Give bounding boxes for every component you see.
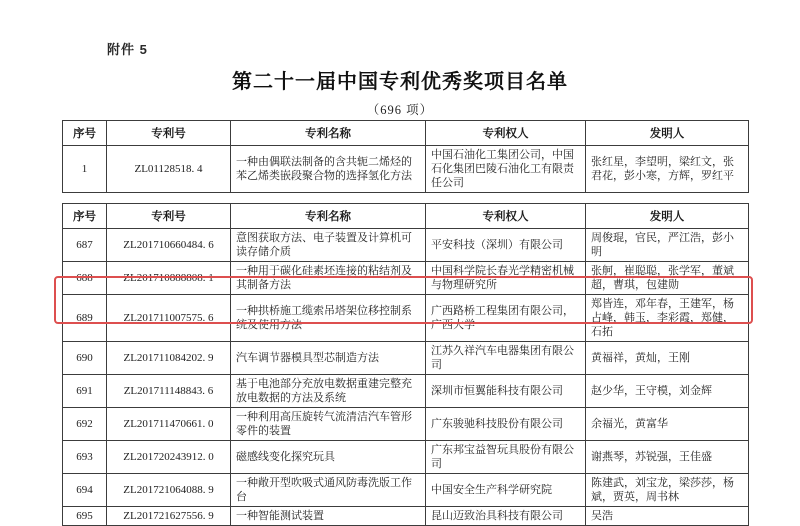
- patent-name-cell: 一种智能测试装置: [231, 507, 426, 526]
- patent-number-cell: ZL201721627556. 9: [107, 507, 231, 526]
- inventors-cell: 赵少华，王守模，刘金辉: [586, 375, 749, 408]
- header-patent-name: 专利名称: [231, 204, 426, 229]
- inventors-cell: 谢燕琴，苏锐强，王佳盛: [586, 441, 749, 474]
- patentee-cell: 广西路桥工程集团有限公司，广西大学: [426, 295, 586, 342]
- patentee-cell: 深圳市恒翼能科技有限公司: [426, 375, 586, 408]
- header-patent-name: 专利名称: [231, 121, 426, 146]
- header-patentee: 专利权人: [426, 121, 586, 146]
- serial-cell: 691: [63, 375, 107, 408]
- serial-cell: 689: [63, 295, 107, 342]
- inventors-cell: 郑皆连，邓年春，王建军，杨占峰，韩玉，李彩霞，郑健，石拓: [586, 295, 749, 342]
- patentee-cell: 昆山迈致治具科技有限公司: [426, 507, 586, 526]
- attachment-label: 附件 5: [107, 42, 148, 57]
- patent-name-cell: 汽车调节器模具型芯制造方法: [231, 342, 426, 375]
- table-row: [63, 146, 749, 193]
- serial-cell: 692: [63, 408, 107, 441]
- table-header-row: [63, 121, 749, 146]
- serial-cell: 693: [63, 441, 107, 474]
- table-row: [63, 262, 749, 295]
- patent-name-cell: 一种利用高压旋转气流清洁汽车管形零件的装置: [231, 408, 426, 441]
- serial-cell: 687: [63, 229, 107, 262]
- header-inventors: 发明人: [586, 204, 749, 229]
- header-patent-number: 专利号: [107, 204, 231, 229]
- header-patentee: 专利权人: [426, 204, 586, 229]
- patent-number-cell: ZL01128518. 4: [107, 146, 231, 193]
- table-row-highlighted: [63, 295, 749, 342]
- inventors-cell: 陈建武，刘宝龙，梁莎莎，杨斌，贾英，周书林: [586, 474, 749, 507]
- table-row: [63, 441, 749, 474]
- patent-name-cell: 一种拱桥施工缆索吊塔架位移控制系统及使用方法: [231, 295, 426, 342]
- patent-number-cell: ZL201720243912. 0: [107, 441, 231, 474]
- patent-number-cell: ZL201711470661. 0: [107, 408, 231, 441]
- table-header-row: [63, 204, 749, 229]
- patentee-cell: 平安科技（深圳）有限公司: [426, 229, 586, 262]
- patent-number-cell: ZL201711148843. 6: [107, 375, 231, 408]
- inventors-cell: 余福光，黄富华: [586, 408, 749, 441]
- serial-cell: 695: [63, 507, 107, 526]
- page-title: 第二十一届中国专利优秀奖项目名单: [232, 71, 568, 93]
- patent-table-first-page: [62, 120, 749, 193]
- header-patent-number: 专利号: [107, 121, 231, 146]
- patent-name-cell: 一种用于碳化硅素坯连接的粘结剂及其制备方法: [231, 262, 426, 295]
- table-row: [63, 342, 749, 375]
- header-inventors: 发明人: [586, 121, 749, 146]
- serial-cell: 690: [63, 342, 107, 375]
- inventors-cell: 吴浩: [586, 507, 749, 526]
- project-count: （696 项）: [366, 103, 434, 117]
- patentee-cell: 广东邦宝益智玩具股份有限公司: [426, 441, 586, 474]
- patent-name-cell: 磁感线变化探究玩具: [231, 441, 426, 474]
- patent-number-cell: ZL201710888808. 1: [107, 262, 231, 295]
- patentee-cell: 中国石油化工集团公司，中国石化集团巴陵石油化工有限责任公司: [426, 146, 586, 193]
- inventors-cell: 黄福祥，黄灿，王刚: [586, 342, 749, 375]
- patent-name-cell: 一种由偶联法制备的含共轭二烯烃的苯乙烯类嵌段聚合物的选择氢化方法: [231, 146, 426, 193]
- table-row: [63, 375, 749, 408]
- inventors-cell: 周俊琨，官民，严江浩，彭小明: [586, 229, 749, 262]
- inventors-cell: 张舸，崔聪聪，张学军，董斌超，曹琪，包建勋: [586, 262, 749, 295]
- table-row: [63, 474, 749, 507]
- patent-name-cell: 一种敞开型吹吸式通风防毒洗版工作台: [231, 474, 426, 507]
- patent-number-cell: ZL201711084202. 9: [107, 342, 231, 375]
- table-row: [63, 408, 749, 441]
- patent-number-cell: ZL201721064088. 9: [107, 474, 231, 507]
- patentee-cell: 中国安全生产科学研究院: [426, 474, 586, 507]
- serial-cell: 694: [63, 474, 107, 507]
- serial-cell: 1: [63, 146, 107, 193]
- patentee-cell: 江苏久祥汽车电器集团有限公司: [426, 342, 586, 375]
- patent-name-cell: 意图获取方法、电子装置及计算机可读存储介质: [231, 229, 426, 262]
- patentee-cell: 广东骏驰科技股份有限公司: [426, 408, 586, 441]
- patent-number-cell: ZL201711007575. 6: [107, 295, 231, 342]
- header-serial: 序号: [63, 204, 107, 229]
- header-serial: 序号: [63, 121, 107, 146]
- patent-number-cell: ZL201710660484. 6: [107, 229, 231, 262]
- patent-name-cell: 基于电池部分充放电数据重建完整充放电数据的方法及系统: [231, 375, 426, 408]
- patent-table-current-page: [62, 203, 749, 526]
- patentee-cell: 中国科学院长春光学精密机械与物理研究所: [426, 262, 586, 295]
- serial-cell: 688: [63, 262, 107, 295]
- table-row: [63, 507, 749, 526]
- inventors-cell: 张红星，李望明，梁红文，张君花，彭小寒，方辉，罗红平: [586, 146, 749, 193]
- table-row: [63, 229, 749, 262]
